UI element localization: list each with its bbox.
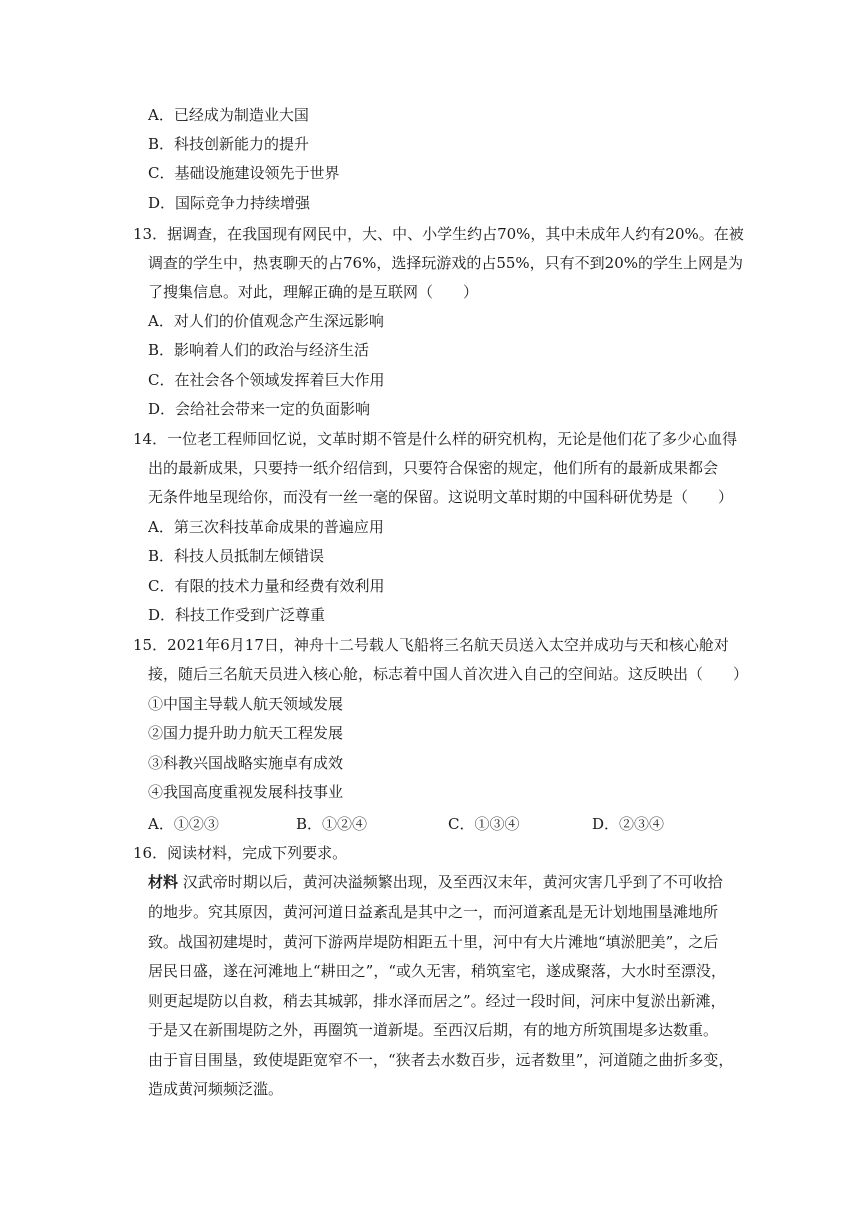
q15-item-1: ①中国主导载人航天领域发展 [148, 695, 344, 713]
q15-item-2: ②国力提升助力航天工程发展 [148, 724, 344, 742]
q15-option-d: D．②③④ [592, 815, 665, 833]
q13-option-b: B．影响着人们的政治与经济生活 [148, 341, 370, 359]
q15-item-4: ④我国高度重视发展科技事业 [148, 783, 344, 801]
q13-option-d: D．会给社会带来一定的负面影响 [148, 400, 371, 418]
q14-stem-line-3: 无条件地呈现给你，而没有一丝一毫的保留。这说明文革时期的中国科研优势是（ ） [148, 488, 734, 506]
material-text-1: 汉武帝时期以后，黄河决溢频繁出现，及至西汉末年，黄河灾害几乎到了不可收拾 [178, 873, 723, 891]
q15-option-a: A．①②③ [148, 815, 219, 833]
q15-options-row [148, 814, 748, 834]
q13-option-a: A．对人们的价值观念产生深远影响 [148, 312, 384, 330]
q15-stem-line-1: 15．2021年6月17日，神舟十二号载人飞船将三名航天员送入太空并成功与天和核心舱对 [133, 636, 729, 654]
q15-option-b: B．①②④ [296, 815, 368, 833]
q15-option-c: C．①③④ [448, 815, 520, 833]
q14-stem-line-2: 出的最新成果，只要持一纸介绍信到，只要符合保密的规定，他们所有的最新成果都会 [148, 459, 719, 477]
material-label: 材料 [148, 873, 179, 891]
q16-material-line-5: 则更起堤防以自救，稍去其城郭，排水泽而居之”。经过一段时间，河床中复淤出新滩， [148, 992, 726, 1010]
q14-stem-line-1: 14．一位老工程师回忆说，文革时期不管是什么样的研究机构，无论是他们花了多少心血得 [133, 430, 738, 448]
q16-material-line-1 [148, 872, 723, 892]
q15-stem-line-2: 接，随后三名航天员进入核心舱，标志着中国人首次进入自己的空间站。这反映出（ ） [148, 665, 749, 683]
q14-option-c: C．有限的技术力量和经费有效利用 [148, 577, 385, 595]
q16-material-line-8: 造成黄河频频泛滥。 [148, 1080, 284, 1098]
q13-stem-line-3: 了搜集信息。对此，理解正确的是互联网（ ） [148, 283, 479, 301]
q12-option-c: C．基础设施建设领先于世界 [148, 164, 340, 182]
q16-material-line-2: 的地步。究其原因，黄河河道日益紊乱是其中之一，而河道紊乱是无计划地围垦滩地所 [148, 903, 719, 921]
q16-material-line-3: 致。战国初建堤时，黄河下游两岸堤防相距五十里，河中有大片滩地“填淤肥美”，之后 [148, 933, 719, 951]
q14-option-b: B．科技人员抵制左倾错误 [148, 547, 325, 565]
q12-option-b: B．科技创新能力的提升 [148, 135, 310, 153]
q16-stem: 16．阅读材料，完成下列要求。 [133, 844, 348, 862]
q12-option-d: D．国际竞争力持续增强 [148, 194, 311, 212]
q13-stem-line-1: 13．据调查，在我国现有网民中，大、中、小学生约占70%，其中未成年人约有20%。在被 [133, 225, 744, 243]
q16-material-line-6: 于是又在新围堤防之外，再圈筑一道新堤。至西汉后期，有的地方所筑围堤多达数重。 [148, 1021, 719, 1039]
q14-option-a: A．第三次科技革命成果的普遍应用 [148, 518, 384, 536]
q16-material-line-4: 居民日盛，遂在河滩地上“耕田之”，“或久无害，稍筑室宅，遂成聚落，大水时至漂没， [148, 962, 727, 980]
q14-option-d: D．科技工作受到广泛尊重 [148, 606, 326, 624]
q15-item-3: ③科教兴国战略实施卓有成效 [148, 754, 344, 772]
q13-option-c: C．在社会各个领域发挥着巨大作用 [148, 371, 385, 389]
q12-option-a: A．已经成为制造业大国 [148, 106, 309, 124]
q16-material-line-7: 由于盲目围垦，致使堤距宽窄不一，“狭者去水数百步，远者数里”，河道随之曲折多变， [148, 1051, 734, 1069]
q13-stem-line-2: 调查的学生中，热衷聊天的占76%，选择玩游戏的占55%，只有不到20%的学生上网是为 [148, 254, 744, 272]
